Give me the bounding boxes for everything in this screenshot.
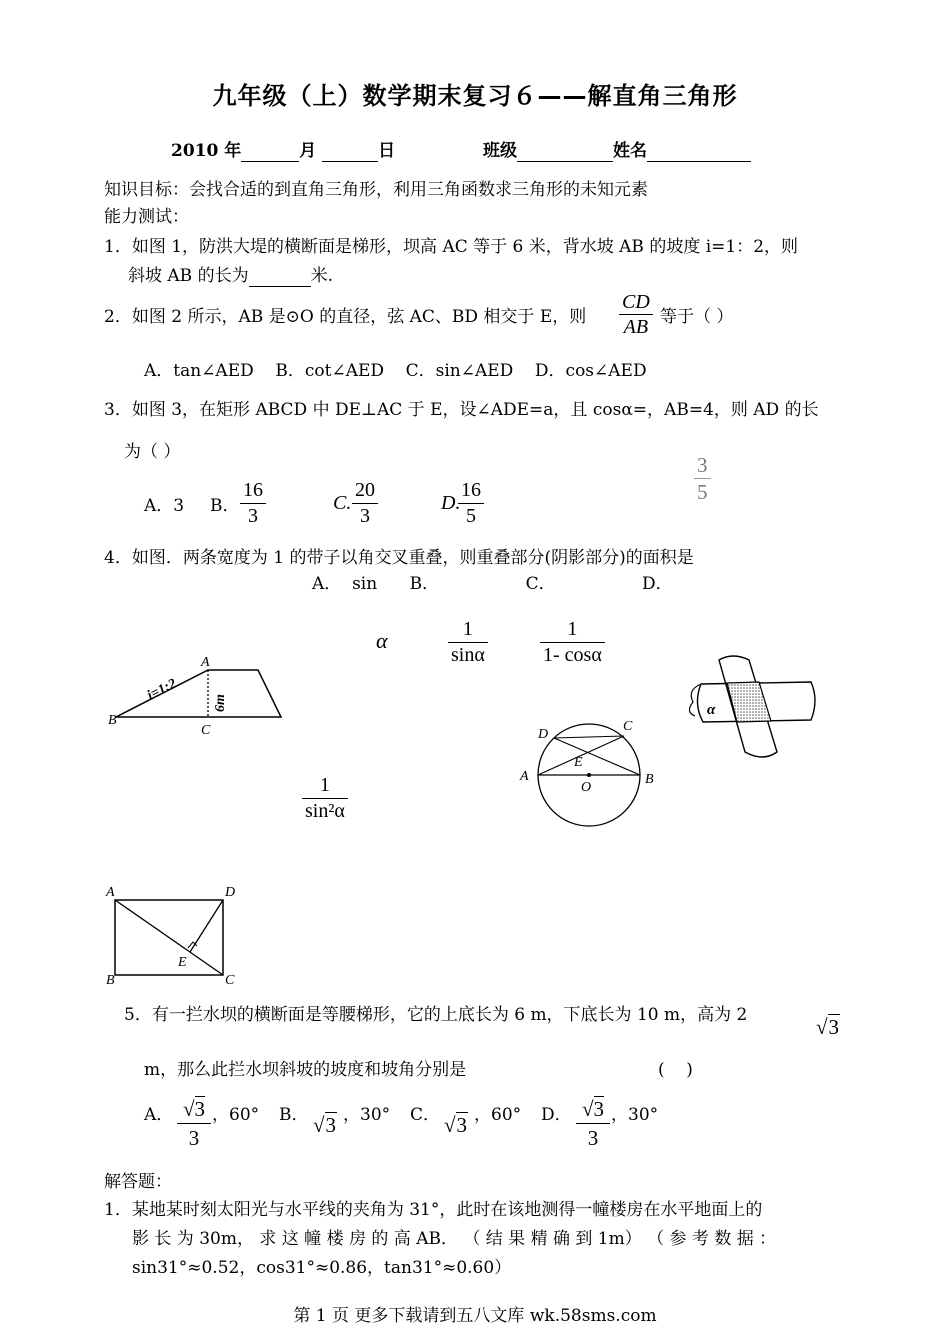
q5-option-b-angle: ，30° xyxy=(343,1105,391,1125)
q5-option-d-fraction xyxy=(576,1095,610,1152)
q2-frac-den: AB xyxy=(623,316,649,338)
center-o-dot xyxy=(587,773,591,777)
chord-cd xyxy=(554,736,624,738)
q5-optc-radicand: 3 xyxy=(456,1113,468,1137)
q4-fracb-den: sinα xyxy=(451,644,485,666)
q5-option-d-angle: ，30° xyxy=(611,1105,659,1125)
day-blank[interactable] xyxy=(322,143,378,162)
q5-option-c-label: C． xyxy=(410,1105,441,1125)
fig3-label-d: D xyxy=(225,885,236,900)
q5-option-a-label: A． xyxy=(144,1105,174,1125)
header-year: 2010 年 xyxy=(171,141,242,161)
q4-fracd-num: 1 xyxy=(302,773,348,799)
q5-optb-radicand: 3 xyxy=(325,1113,337,1137)
q3-floating-fraction xyxy=(694,452,711,505)
q3-option-d-fraction xyxy=(458,478,484,529)
q4-option-d-fraction xyxy=(302,773,348,824)
fig3-label-e: E xyxy=(178,955,187,970)
header-month: 月 xyxy=(299,141,317,161)
q4-fracd-den: sin²α xyxy=(305,800,345,822)
q3-optb-num: 16 xyxy=(240,478,266,504)
q5-opta-num: √3 xyxy=(177,1095,211,1124)
fig2-label-a: A xyxy=(520,769,529,784)
q1-answer-blank[interactable] xyxy=(249,268,311,287)
q1-line1: 1．如图 1，防洪大堤的横断面是梯形，坝高 AC 等于 6 米，背水坡 AB 的坡度 i=1：2，则 xyxy=(104,237,799,257)
q1-line2-post: 米. xyxy=(310,266,333,286)
fig1-label-a: A xyxy=(201,655,210,670)
q3-option-c-fraction xyxy=(352,478,378,529)
q5-line1-radicand: 3 xyxy=(828,1015,840,1039)
figure2-circle xyxy=(514,714,664,834)
q3-optb-den: 3 xyxy=(248,505,258,527)
q4-options: A． sin B． C． D． xyxy=(312,574,673,594)
q5-opta-den: 3 xyxy=(188,1126,200,1150)
name-blank[interactable] xyxy=(647,143,751,162)
q3-optd-den: 5 xyxy=(466,505,476,527)
q5-optd-den: 3 xyxy=(587,1126,599,1150)
header-class-label: 班级 xyxy=(483,141,517,161)
q3-optc-den: 3 xyxy=(360,505,370,527)
q3-line1: 3．如图 3，在矩形 ABCD 中 DE⊥AC 于 E，设∠ADE=a，且 cosα=，AB=4，则 AD 的长 xyxy=(104,400,819,420)
figure1-dam-trapezoid xyxy=(104,650,294,740)
knowledge-goal: 知识目标：会找合适的到直角三角形，利用三角函数求三角形的未知元素 xyxy=(104,180,648,200)
q5-option-c-angle: ，60° xyxy=(474,1105,522,1125)
fig3-label-c: C xyxy=(225,973,235,988)
q5-optd-radicand: 3 xyxy=(593,1097,605,1121)
month-blank[interactable] xyxy=(241,143,299,162)
q3-option-b-label: B． xyxy=(210,496,240,516)
answers-p1-line2: 影 长 为 30m， 求 这 幢 楼 房 的 高 AB． （ 结 果 精 确 到 1m） （ 参 考 数 据 ： xyxy=(132,1229,777,1249)
q2-options: A．tan∠AED B．cot∠AED C．sin∠AED D．cos∠AED xyxy=(144,361,647,381)
fig1-label-b: B xyxy=(108,713,117,728)
q5-line2: m，那么此拦水坝斜坡的坡度和坡角分别是 xyxy=(144,1060,467,1080)
q5-option-b-sqrt: √3 xyxy=(313,1113,337,1137)
q3-float-den: 5 xyxy=(697,480,708,504)
q3-option-c-label: C. xyxy=(333,492,352,514)
class-blank[interactable] xyxy=(517,143,613,162)
q3-option-b-fraction xyxy=(240,478,266,529)
q4-fracc-den: 1- cosα xyxy=(543,644,602,666)
fig2-label-d: D xyxy=(538,727,549,742)
q4-option-b-fraction xyxy=(448,617,488,668)
q5-option-d-label: D． xyxy=(541,1105,572,1125)
answers-heading: 解答题： xyxy=(104,1172,172,1192)
q1-line2 xyxy=(128,265,333,287)
diagonal-ac xyxy=(115,900,223,975)
fig4-alpha-label: α xyxy=(707,702,716,718)
page-title: 九年级（上）数学期末复习６——解直角三角形 xyxy=(212,82,738,110)
fig1-label-c: C xyxy=(201,723,211,738)
figure3-rectangle xyxy=(100,880,250,990)
chord-bd xyxy=(554,738,640,775)
fig2-label-c: C xyxy=(623,719,633,734)
q2-stem-pre: 2．如图 2 所示，AB 是⊙O 的直径，弦 AC、BD 相交于 E，则 xyxy=(104,307,587,327)
header-name-label: 姓名 xyxy=(613,141,647,161)
q2-fraction xyxy=(619,290,653,339)
q3-option-a: A．3 xyxy=(144,496,185,516)
fig1-height-label: 6m xyxy=(213,694,228,712)
q5-option-a-angle: ，60° xyxy=(212,1105,260,1125)
q5-optd-num: √3 xyxy=(576,1095,610,1124)
fig3-label-a: A xyxy=(106,885,115,900)
q2-stem-post: 等于（ ） xyxy=(660,307,734,327)
fig2-label-o: O xyxy=(581,780,592,795)
q4-stem: 4．如图．两条宽度为 1 的带子以角交叉重叠，则重叠部分(阴影部分)的面积是 xyxy=(104,548,694,568)
q3-float-num: 3 xyxy=(694,452,711,479)
dam-outline xyxy=(116,670,281,717)
q5-opta-radicand: 3 xyxy=(194,1097,206,1121)
q5-answer-paren: ( ) xyxy=(658,1060,693,1080)
ability-test: 能力测试： xyxy=(104,207,189,227)
answers-p1-line1: 1．某地某时刻太阳光与水平线的夹角为 31°，此时在该地测得一幢楼房在水平地面上的 xyxy=(104,1200,763,1220)
q2-frac-num: CD xyxy=(619,290,653,315)
q4-fracb-num: 1 xyxy=(448,617,488,643)
q4-fracc-num: 1 xyxy=(540,617,605,643)
fig2-label-b: B xyxy=(645,772,654,787)
q4-option-c-fraction xyxy=(540,617,605,668)
q3-optd-num: 16 xyxy=(458,478,484,504)
q5-option-b-label: B． xyxy=(279,1105,309,1125)
q4-option-a-alpha: α xyxy=(376,628,388,653)
figure4-crossed-ribbons xyxy=(683,648,823,768)
fig3-label-b: B xyxy=(106,973,115,988)
fig1-slope-label: i=1:2 xyxy=(145,676,180,704)
q1-line2-pre: 斜坡 AB 的长为 xyxy=(128,266,249,286)
header-line xyxy=(171,140,751,162)
page-footer: 第 1 页 更多下载请到五八文库 wk.58sms.com xyxy=(293,1306,657,1326)
q5-line1-sqrt: √3 xyxy=(816,1015,840,1039)
q3-optc-num: 20 xyxy=(352,478,378,504)
q5-option-c-sqrt: √3 xyxy=(444,1113,468,1137)
header-day: 日 xyxy=(378,141,396,161)
answers-p1-line3: sin31°≈0.52，cos31°≈0.86，tan31°≈0.60） xyxy=(132,1258,512,1278)
fig2-label-e: E xyxy=(574,755,583,770)
q3-line2: 为（ ） xyxy=(124,442,181,462)
q3-option-d-label: D. xyxy=(441,492,461,514)
q5-line1: 5．有一拦水坝的横断面是等腰梯形，它的上底长为 6 m，下底长为 10 m，高为 2 xyxy=(124,1005,748,1025)
q5-option-a-fraction xyxy=(177,1095,211,1152)
